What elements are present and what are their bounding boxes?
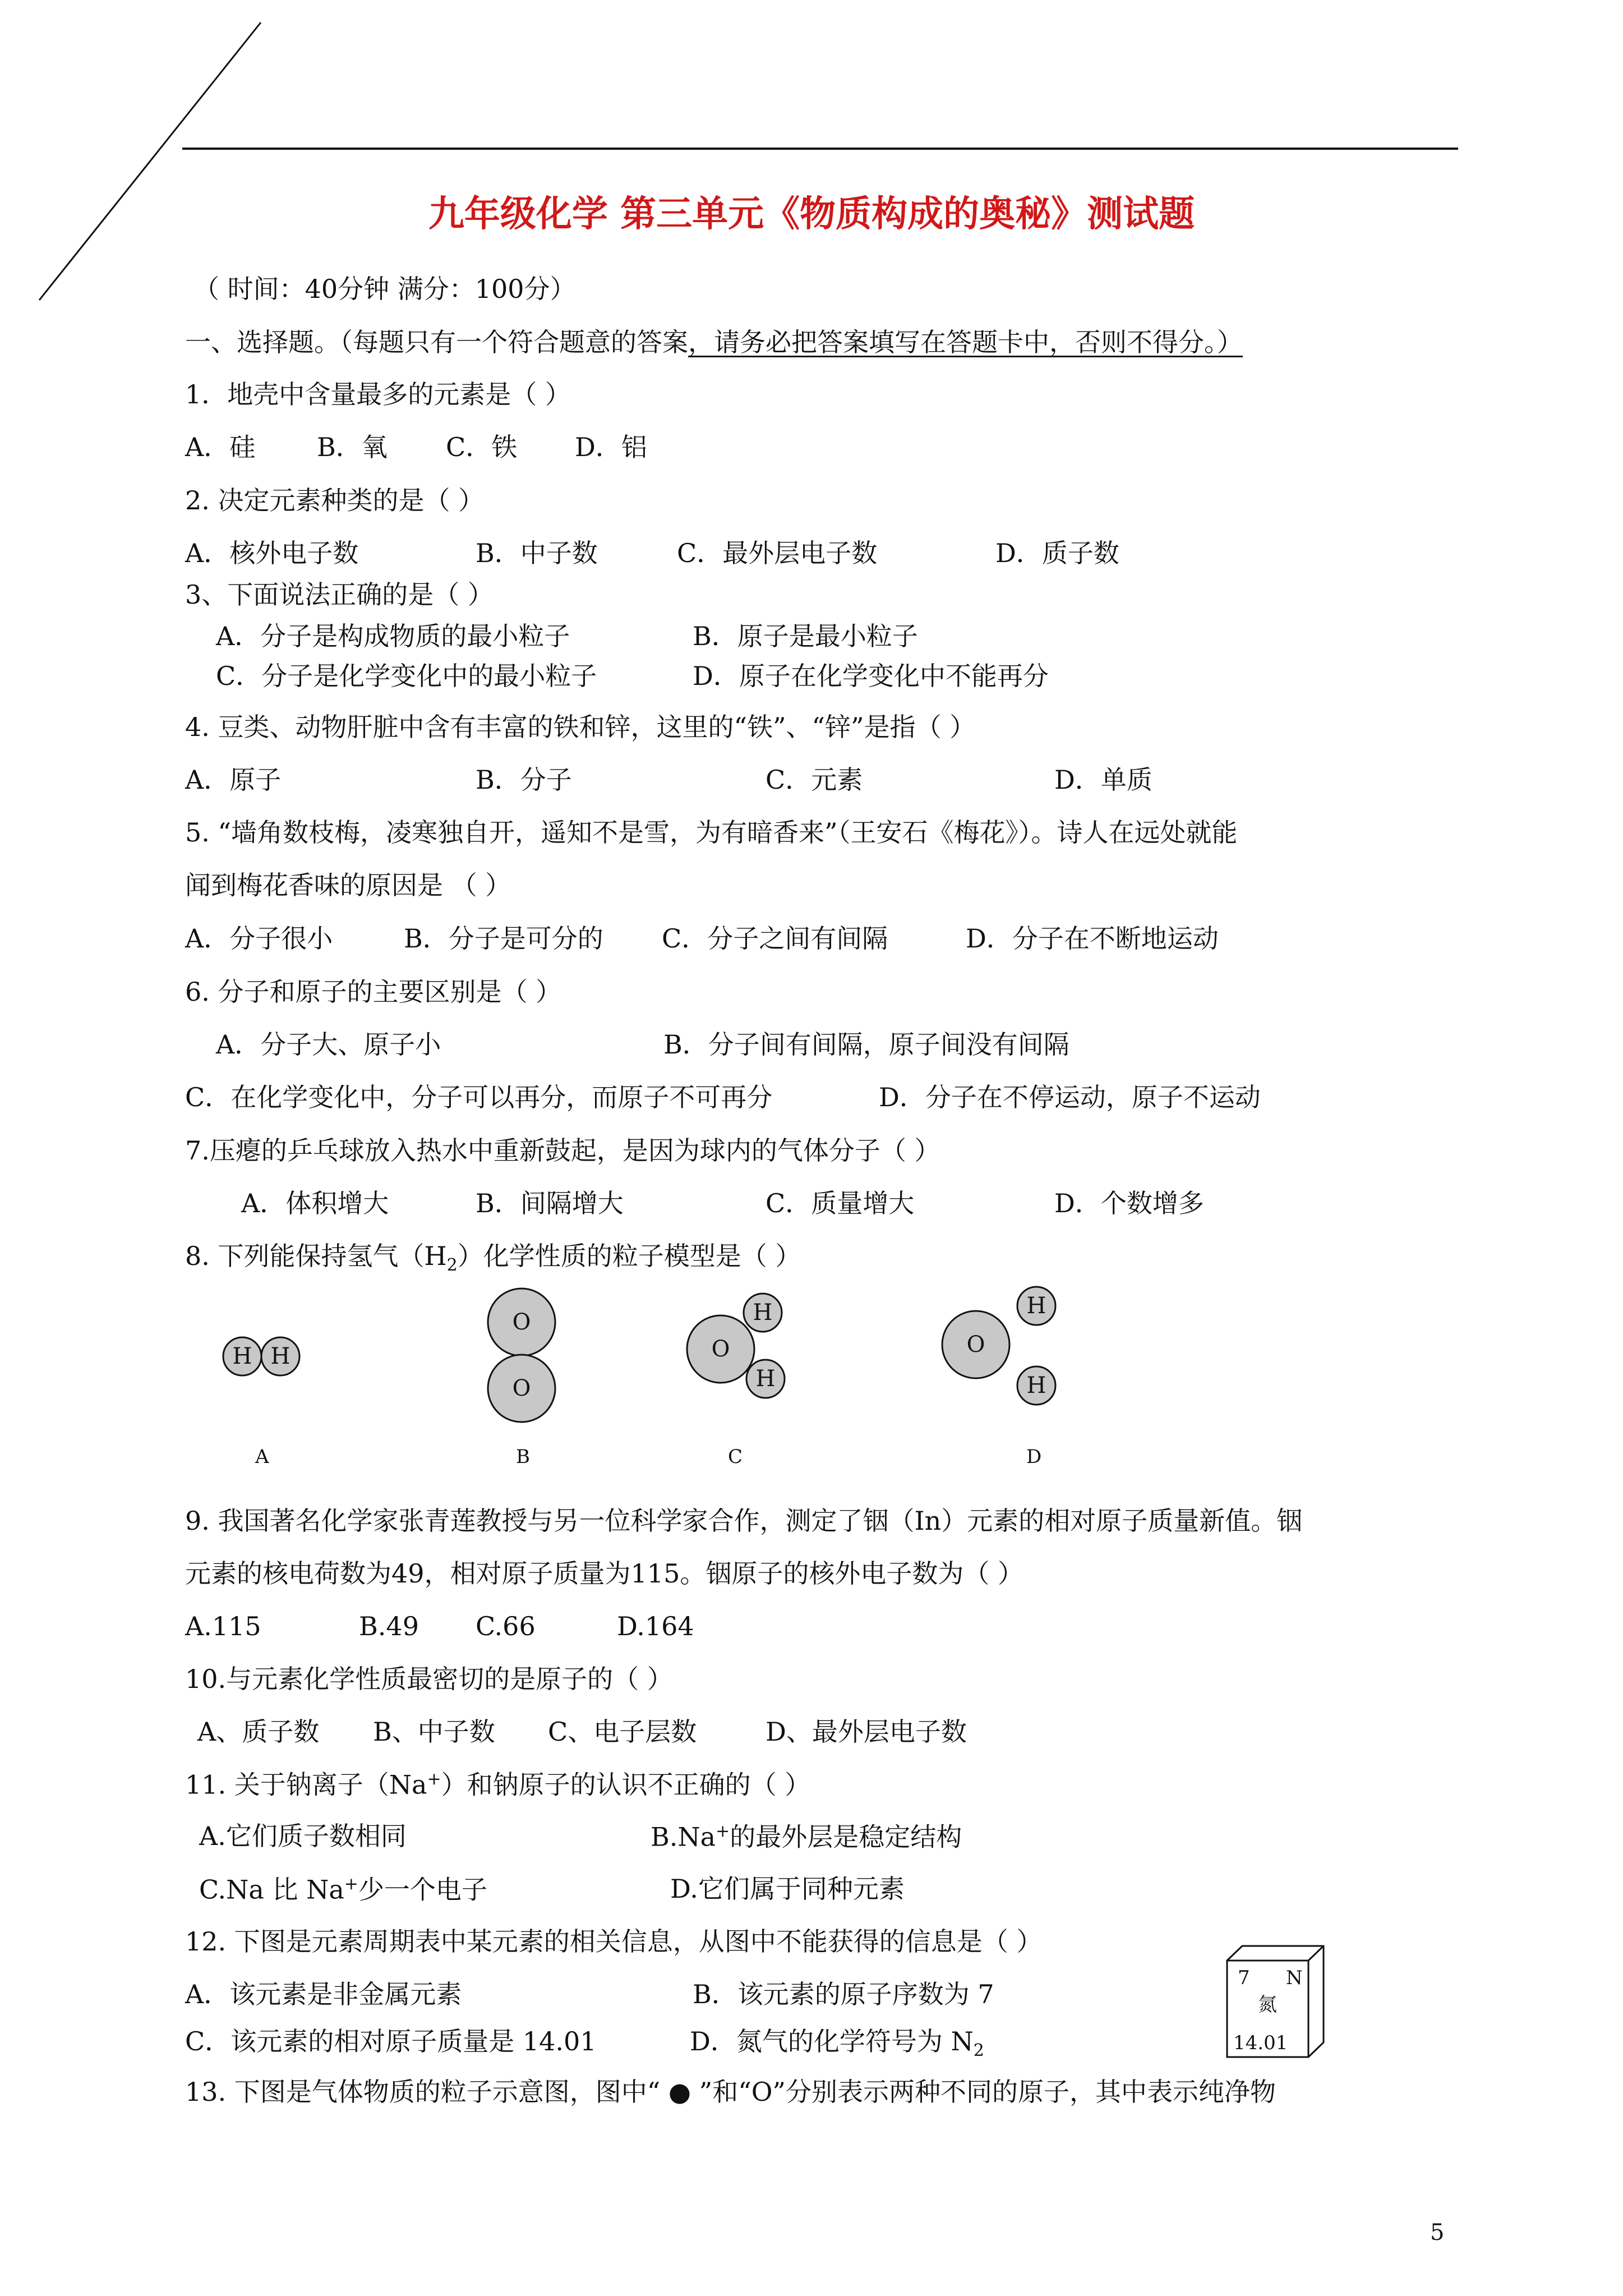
q7-option-d: D．个数增多 <box>1054 1188 1204 1218</box>
q9-option-a: A.115 <box>185 1611 261 1641</box>
particle-model-figure <box>0 1279 1623 1481</box>
q6-option-c: C．在化学变化中，分子可以再分，而原子不可再分 <box>185 1082 773 1112</box>
page-number: 5 <box>1430 2220 1445 2246</box>
q2-option-d: D．质子数 <box>995 538 1119 568</box>
model-d-h2-label: H <box>1026 1373 1046 1398</box>
model-b-oxygen-molecule <box>488 1289 555 1422</box>
q4-option-d: D．单质 <box>1054 765 1152 795</box>
question-6-stem: 6. 分子和原子的主要区别是（ ） <box>185 977 562 1007</box>
q12-option-b: B．该元素的原子序数为 7 <box>693 1979 994 2009</box>
q7-option-c: C．质量增大 <box>766 1188 915 1218</box>
model-c-h1-label: H <box>753 1300 773 1326</box>
q3-option-b: B．原子是最小粒子 <box>693 621 918 651</box>
cell-atomic-mass: 14.01 <box>1233 2032 1288 2054</box>
header-decoration <box>0 0 1623 314</box>
q9-option-d: D.164 <box>617 1611 694 1641</box>
q5-option-b: B．分子是可分的 <box>404 923 603 954</box>
q10-option-d: D、最外层电子数 <box>766 1717 967 1747</box>
periodic-table-cell <box>1225 1944 1326 2062</box>
model-a-h1-label: H <box>232 1343 252 1369</box>
question-4-stem: 4. 豆类、动物肝脏中含有丰富的铁和锌，这里的“铁”、“锌”是指（ ） <box>185 712 976 742</box>
q3-option-d: D．原子在化学变化中不能再分 <box>693 661 1049 691</box>
q1-option-a: A．硅 <box>185 432 256 462</box>
q10-option-c: C、电子层数 <box>548 1717 697 1747</box>
section-heading: 一、选择题。（每题只有一个符合题意的答案，请务必把答案填写在答题卡中，否则不得分。） <box>185 327 1243 357</box>
q5-option-c: C．分子之间有间隔 <box>662 923 888 954</box>
q3-option-a: A．分子是构成物质的最小粒子 <box>216 621 570 651</box>
question-13-line-1: 13. 下图是气体物质的粒子示意图，图中“ ● ”和“O”分别表示两种不同的原子，其中表示纯净物 <box>185 2077 1276 2107</box>
exam-meta: （ 时间：40分钟 满分：100分） <box>193 274 576 304</box>
cell-element-name: 氮 <box>1258 1994 1277 2016</box>
q11-option-d: D.它们属于同种元素 <box>670 1874 905 1904</box>
q11-option-c: C.Na 比 Na+少一个电子 <box>199 1874 487 1905</box>
q12-option-d: D．氮气的化学符号为 $N_2$ <box>690 2026 984 2061</box>
model-b-caption: B <box>516 1446 530 1468</box>
q3-option-c: C．分子是化学变化中的最小粒子 <box>216 661 597 691</box>
question-2-stem: 2. 决定元素种类的是（ ） <box>185 485 485 516</box>
q1-option-c: C．铁 <box>446 432 518 462</box>
q9-option-b: B.49 <box>359 1611 419 1641</box>
q7-option-a: A．体积增大 <box>241 1188 389 1218</box>
q4-option-c: C．元素 <box>766 765 863 795</box>
q2-option-b: B．中子数 <box>476 538 598 568</box>
q10-option-a: A、质子数 <box>197 1717 320 1747</box>
question-5-line-2: 闻到梅花香味的原因是 （ ） <box>185 870 511 900</box>
q4-option-a: A．原子 <box>185 765 282 795</box>
question-7-stem: 7.压瘪的乒乓球放入热水中重新鼓起，是因为球内的气体分子（ ） <box>185 1135 940 1166</box>
model-c-caption: C <box>728 1446 743 1468</box>
q10-option-b: B、中子数 <box>373 1717 495 1747</box>
question-10-stem: 10.与元素化学性质最密切的是原子的（ ） <box>185 1664 673 1694</box>
model-d-h1-label: H <box>1026 1293 1046 1319</box>
q2-option-c: C．最外层电子数 <box>677 538 878 568</box>
q4-option-b: B．分子 <box>476 765 572 795</box>
question-9-line-2: 元素的核电荷数为49，相对原子质量为115。铟原子的核外电子数为（ ） <box>185 1558 1023 1589</box>
q9-option-c: C.66 <box>476 1611 536 1641</box>
q12-option-a: A．该元素是非金属元素 <box>185 1979 462 2009</box>
q12-option-c: C．该元素的相对原子质量是 14.01 <box>185 2026 597 2056</box>
model-d-caption: D <box>1026 1446 1042 1468</box>
model-b-o2-label: O <box>512 1375 531 1401</box>
model-a-h2-label: H <box>270 1343 291 1369</box>
q1-option-b: B．氧 <box>317 432 388 462</box>
model-c-h2-label: H <box>755 1366 776 1392</box>
q7-option-b: B．间隔增大 <box>476 1188 624 1218</box>
cell-element-symbol: N <box>1286 1967 1303 1989</box>
q6-option-d: D．分子在不停运动，原子不运动 <box>879 1082 1261 1112</box>
q6-option-b: B．分子间有间隔，原子间没有间隔 <box>663 1029 1069 1060</box>
model-d-o-label: O <box>966 1332 985 1358</box>
question-9-line-1: 9. 我国著名化学家张青莲教授与另一位科学家合作，测定了铟（In）元素的相对原子质量新值。铟 <box>185 1506 1303 1536</box>
model-c-o-label: O <box>711 1336 730 1362</box>
cell-atomic-number: 7 <box>1238 1967 1250 1989</box>
q2-option-a: A．核外电子数 <box>185 538 359 568</box>
question-1-stem: 1．地壳中含量最多的元素是（ ） <box>185 379 571 409</box>
question-5-line-1: 5. “墙角数枝梅，凌寒独自开，遥知不是雪，为有暗香来”（王安石《梅花》）。诗人在远处就能 <box>185 817 1238 848</box>
question-3-stem: 3、下面说法正确的是（ ） <box>185 579 494 610</box>
corner-diagonal-line <box>39 22 261 300</box>
q5-option-a: A．分子很小 <box>185 923 333 954</box>
q6-option-a: A．分子大、原子小 <box>216 1029 441 1060</box>
q5-option-d: D．分子在不断地运动 <box>966 923 1219 954</box>
page-title: 九年级化学 第三单元《物质构成的奥秘》测试题 <box>428 193 1195 235</box>
model-b-o1-label: O <box>512 1309 531 1335</box>
question-11-stem: 11. 关于钠离子（Na+）和钠原子的认识不正确的（ ） <box>185 1769 811 1800</box>
q1-option-d: D．铝 <box>575 432 647 462</box>
question-8-stem: 8. 下列能保持氢气$(H_2)$化学性质的粒子模型是（ ） <box>185 1241 801 1276</box>
q11-option-b: B.Na+的最外层是稳定结构 <box>651 1821 962 1852</box>
q11-option-a: A.它们质子数相同 <box>199 1821 407 1851</box>
question-12-stem: 12. 下图是元素周期表中某元素的相关信息，从图中不能获得的信息是（ ） <box>185 1926 1043 1957</box>
model-a-caption: A <box>255 1446 269 1468</box>
